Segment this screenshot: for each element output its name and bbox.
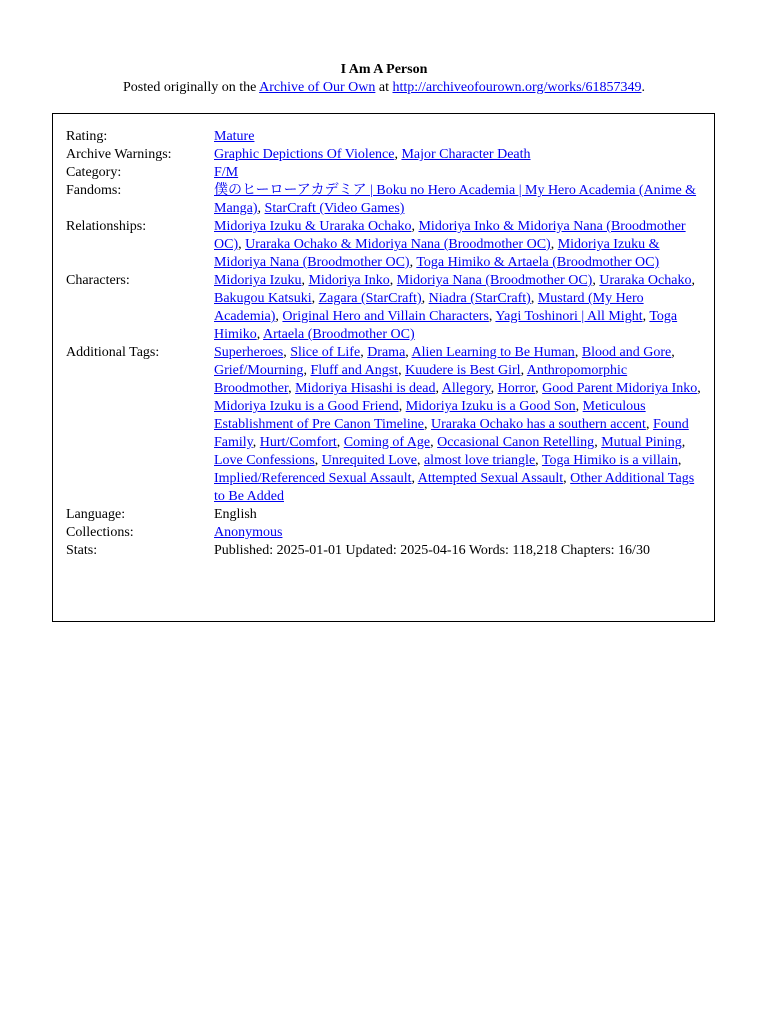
rating-label: Rating: <box>66 129 108 144</box>
warnings-tags: Graphic Depictions Of Violence, Major Character Death <box>214 147 531 162</box>
tag-link[interactable]: Yagi Toshinori | All Might <box>495 309 643 324</box>
meta-row-language <box>66 506 704 524</box>
tag-link[interactable]: Mustard (My Hero Academia) <box>214 291 644 324</box>
rating-tags <box>214 128 704 146</box>
relationships-label: Relationships: <box>66 219 147 234</box>
posted-middle: at <box>375 80 393 95</box>
tag-link[interactable]: Midoriya Izuku & Uraraka Ochako <box>214 219 412 234</box>
tag-link[interactable]: Niadra (StarCraft) <box>428 291 531 306</box>
category-tags <box>214 164 704 182</box>
characters-label: Characters: <box>66 273 130 288</box>
tag-link[interactable]: Original Hero and Villain Characters <box>282 309 489 324</box>
tag-link[interactable]: Uraraka Ochako has a southern accent <box>431 417 646 432</box>
meta-row-fandoms <box>66 182 704 218</box>
language-label: Language: <box>66 507 126 522</box>
category-label: Category: <box>66 165 122 180</box>
tag-link[interactable]: Uraraka Ochako & Midoriya Nana (Broodmother OC) <box>245 237 551 252</box>
tag-link[interactable]: Bakugou Katsuki <box>214 291 312 306</box>
additional-tags-list: Superheroes, Slice of Life, Drama, Alien Learning to Be Human, Blood and Gore, Grief/Mourning, Fluff and Angst, Kuudere is Best Girl, Anthropomorphic Broodmother, Midoriya Hisashi is dead, Allegory, Horror, Good Parent Midoriya Inko, Midoriya Izuku is a Good Friend, Midoriya Izuku is a Good Son, Meticulous Establishment of Pre Canon Timeline, Uraraka Ochako has a southern accent, Found Family, Hurt/Comfort, Coming of Age, Occasional Canon Retelling, Mutual Pining, Love Confessions, Unrequited Love, almost love triangle, Toga Himiko is a villain, Implied/Referenced Sexual Assault, Attempted Sexual Assault, Other Additional Tags to Be Added <box>214 345 701 504</box>
stats-label: Stats: <box>66 543 98 558</box>
posted-suffix: . <box>641 80 645 95</box>
tag-link[interactable]: Grief/Mourning <box>214 363 304 378</box>
stats-value: Published: 2025-01-01 Updated: 2025-04-16 Words: 118,218 Chapters: 16/30 <box>214 543 650 558</box>
tag-link[interactable]: Anonymous <box>214 525 283 540</box>
tag-link[interactable]: StarCraft (Video Games) <box>264 201 405 216</box>
posted-prefix: Posted originally on the <box>123 80 260 95</box>
tag-link[interactable]: Occasional Canon Retelling <box>437 435 595 450</box>
posted-line <box>0 79 768 97</box>
tag-link[interactable]: almost love triangle <box>423 453 536 468</box>
tag-link[interactable]: Midoriya Inko & Midoriya Nana (Broodmother OC) <box>214 219 686 252</box>
tag-link[interactable]: Implied/Referenced Sexual Assault <box>214 471 412 486</box>
tag-link[interactable]: Toga Himiko & Artaela (Broodmother OC) <box>416 255 660 270</box>
meta-row-category <box>66 164 704 182</box>
tag-link[interactable]: Mutual Pining <box>601 435 682 450</box>
work-meta-table <box>66 128 704 560</box>
archive-link[interactable]: Archive of Our Own <box>259 80 376 95</box>
collections-tags <box>214 524 704 542</box>
tag-link[interactable]: Other Additional Tags to Be Added <box>214 471 695 504</box>
tag-link[interactable]: Uraraka Ochako <box>599 273 692 288</box>
tag-link[interactable]: Midoriya Inko <box>308 273 390 288</box>
relationships-tags: Midoriya Izuku & Uraraka Ochako, Midoriya Inko & Midoriya Nana (Broodmother OC), Uraraka Ochako & Midoriya Nana (Broodmother OC), Midoriya Izuku & Midoriya Nana (Broodmother OC), Toga Himiko & Artaela (Broodmother OC) <box>214 219 686 270</box>
tag-link[interactable]: Zagara (StarCraft) <box>318 291 422 306</box>
tag-link[interactable]: Unrequited Love <box>321 453 417 468</box>
work-meta-box <box>52 113 715 622</box>
tag-link[interactable]: Superheroes <box>214 345 284 360</box>
collections-label: Collections: <box>66 525 134 540</box>
tag-link[interactable]: Kuudere is Best Girl <box>405 363 521 378</box>
warnings-label: Archive Warnings: <box>66 147 172 162</box>
tag-link[interactable]: Fluff and Angst <box>310 363 399 378</box>
tag-link[interactable]: Coming of Age <box>343 435 431 450</box>
tag-link[interactable]: Love Confessions <box>214 453 315 468</box>
tag-link[interactable]: Hurt/Comfort <box>259 435 337 450</box>
tag-link[interactable]: Midoriya Izuku is a Good Son <box>405 399 576 414</box>
tag-link[interactable]: Toga Himiko <box>214 309 678 342</box>
meta-row-stats <box>66 542 704 560</box>
tag-link[interactable]: Attempted Sexual Assault <box>417 471 564 486</box>
tag-link[interactable]: Mature <box>214 129 255 144</box>
work-header <box>0 61 768 97</box>
meta-row-characters <box>66 272 704 344</box>
meta-row-collections <box>66 524 704 542</box>
tag-link[interactable]: Found Family <box>214 417 689 450</box>
tag-link[interactable]: Artaela (Broodmother OC) <box>263 327 415 342</box>
fandoms-label: Fandoms: <box>66 183 122 198</box>
tag-link[interactable]: Drama <box>367 345 406 360</box>
tag-link[interactable]: Good Parent Midoriya Inko <box>542 381 698 396</box>
fandoms-tags: 僕のヒーローアカデミア | Boku no Hero Academia | My Hero Academia (Anime & Manga), StarCraft (Video Games) <box>214 183 697 216</box>
tag-link[interactable]: Midoriya Izuku is a Good Friend <box>214 399 399 414</box>
tag-link[interactable]: Graphic Depictions Of Violence <box>214 147 395 162</box>
meta-row-rating <box>66 128 704 146</box>
tag-link[interactable]: Horror <box>497 381 536 396</box>
tag-link[interactable]: Midoriya Hisashi is dead <box>295 381 436 396</box>
tag-link[interactable]: Meticulous Establishment of Pre Canon Timeline <box>214 399 646 432</box>
meta-row-warnings <box>66 146 704 164</box>
work-title: I Am A Person <box>340 62 428 77</box>
tag-link[interactable]: Midoriya Nana (Broodmother OC) <box>396 273 593 288</box>
tag-link[interactable]: Blood and Gore <box>581 345 672 360</box>
tag-link[interactable]: Midoriya Izuku <box>214 273 302 288</box>
tag-link[interactable]: Midoriya Izuku & Midoriya Nana (Broodmother OC) <box>214 237 660 270</box>
tag-link[interactable]: Major Character Death <box>401 147 531 162</box>
tag-link[interactable]: Slice of Life <box>290 345 361 360</box>
work-url-link[interactable]: http://archiveofourown.org/works/61857349 <box>392 80 642 95</box>
characters-tags: Midoriya Izuku, Midoriya Inko, Midoriya Nana (Broodmother OC), Uraraka Ochako, Bakugou Katsuki, Zagara (StarCraft), Niadra (StarCraft), Mustard (My Hero Academia), Original Hero and Villain Characters, Yagi Toshinori | All Might, Toga Himiko, Artaela (Broodmother OC) <box>214 273 695 342</box>
tag-link[interactable]: Allegory <box>441 381 491 396</box>
tag-link[interactable]: Alien Learning to Be Human <box>411 345 575 360</box>
tag-link[interactable]: F/M <box>214 165 239 180</box>
tag-link[interactable]: 僕のヒーローアカデミア | Boku no Hero Academia | My Hero Academia (Anime & Manga) <box>214 183 697 216</box>
meta-row-relationships <box>66 218 704 272</box>
additional-tags-label: Additional Tags: <box>66 345 160 360</box>
tag-link[interactable]: Toga Himiko is a villain <box>541 453 678 468</box>
language-value: English <box>214 507 257 522</box>
meta-row-additional-tags <box>66 344 704 506</box>
tag-link[interactable]: Anthropomorphic Broodmother <box>214 363 628 396</box>
